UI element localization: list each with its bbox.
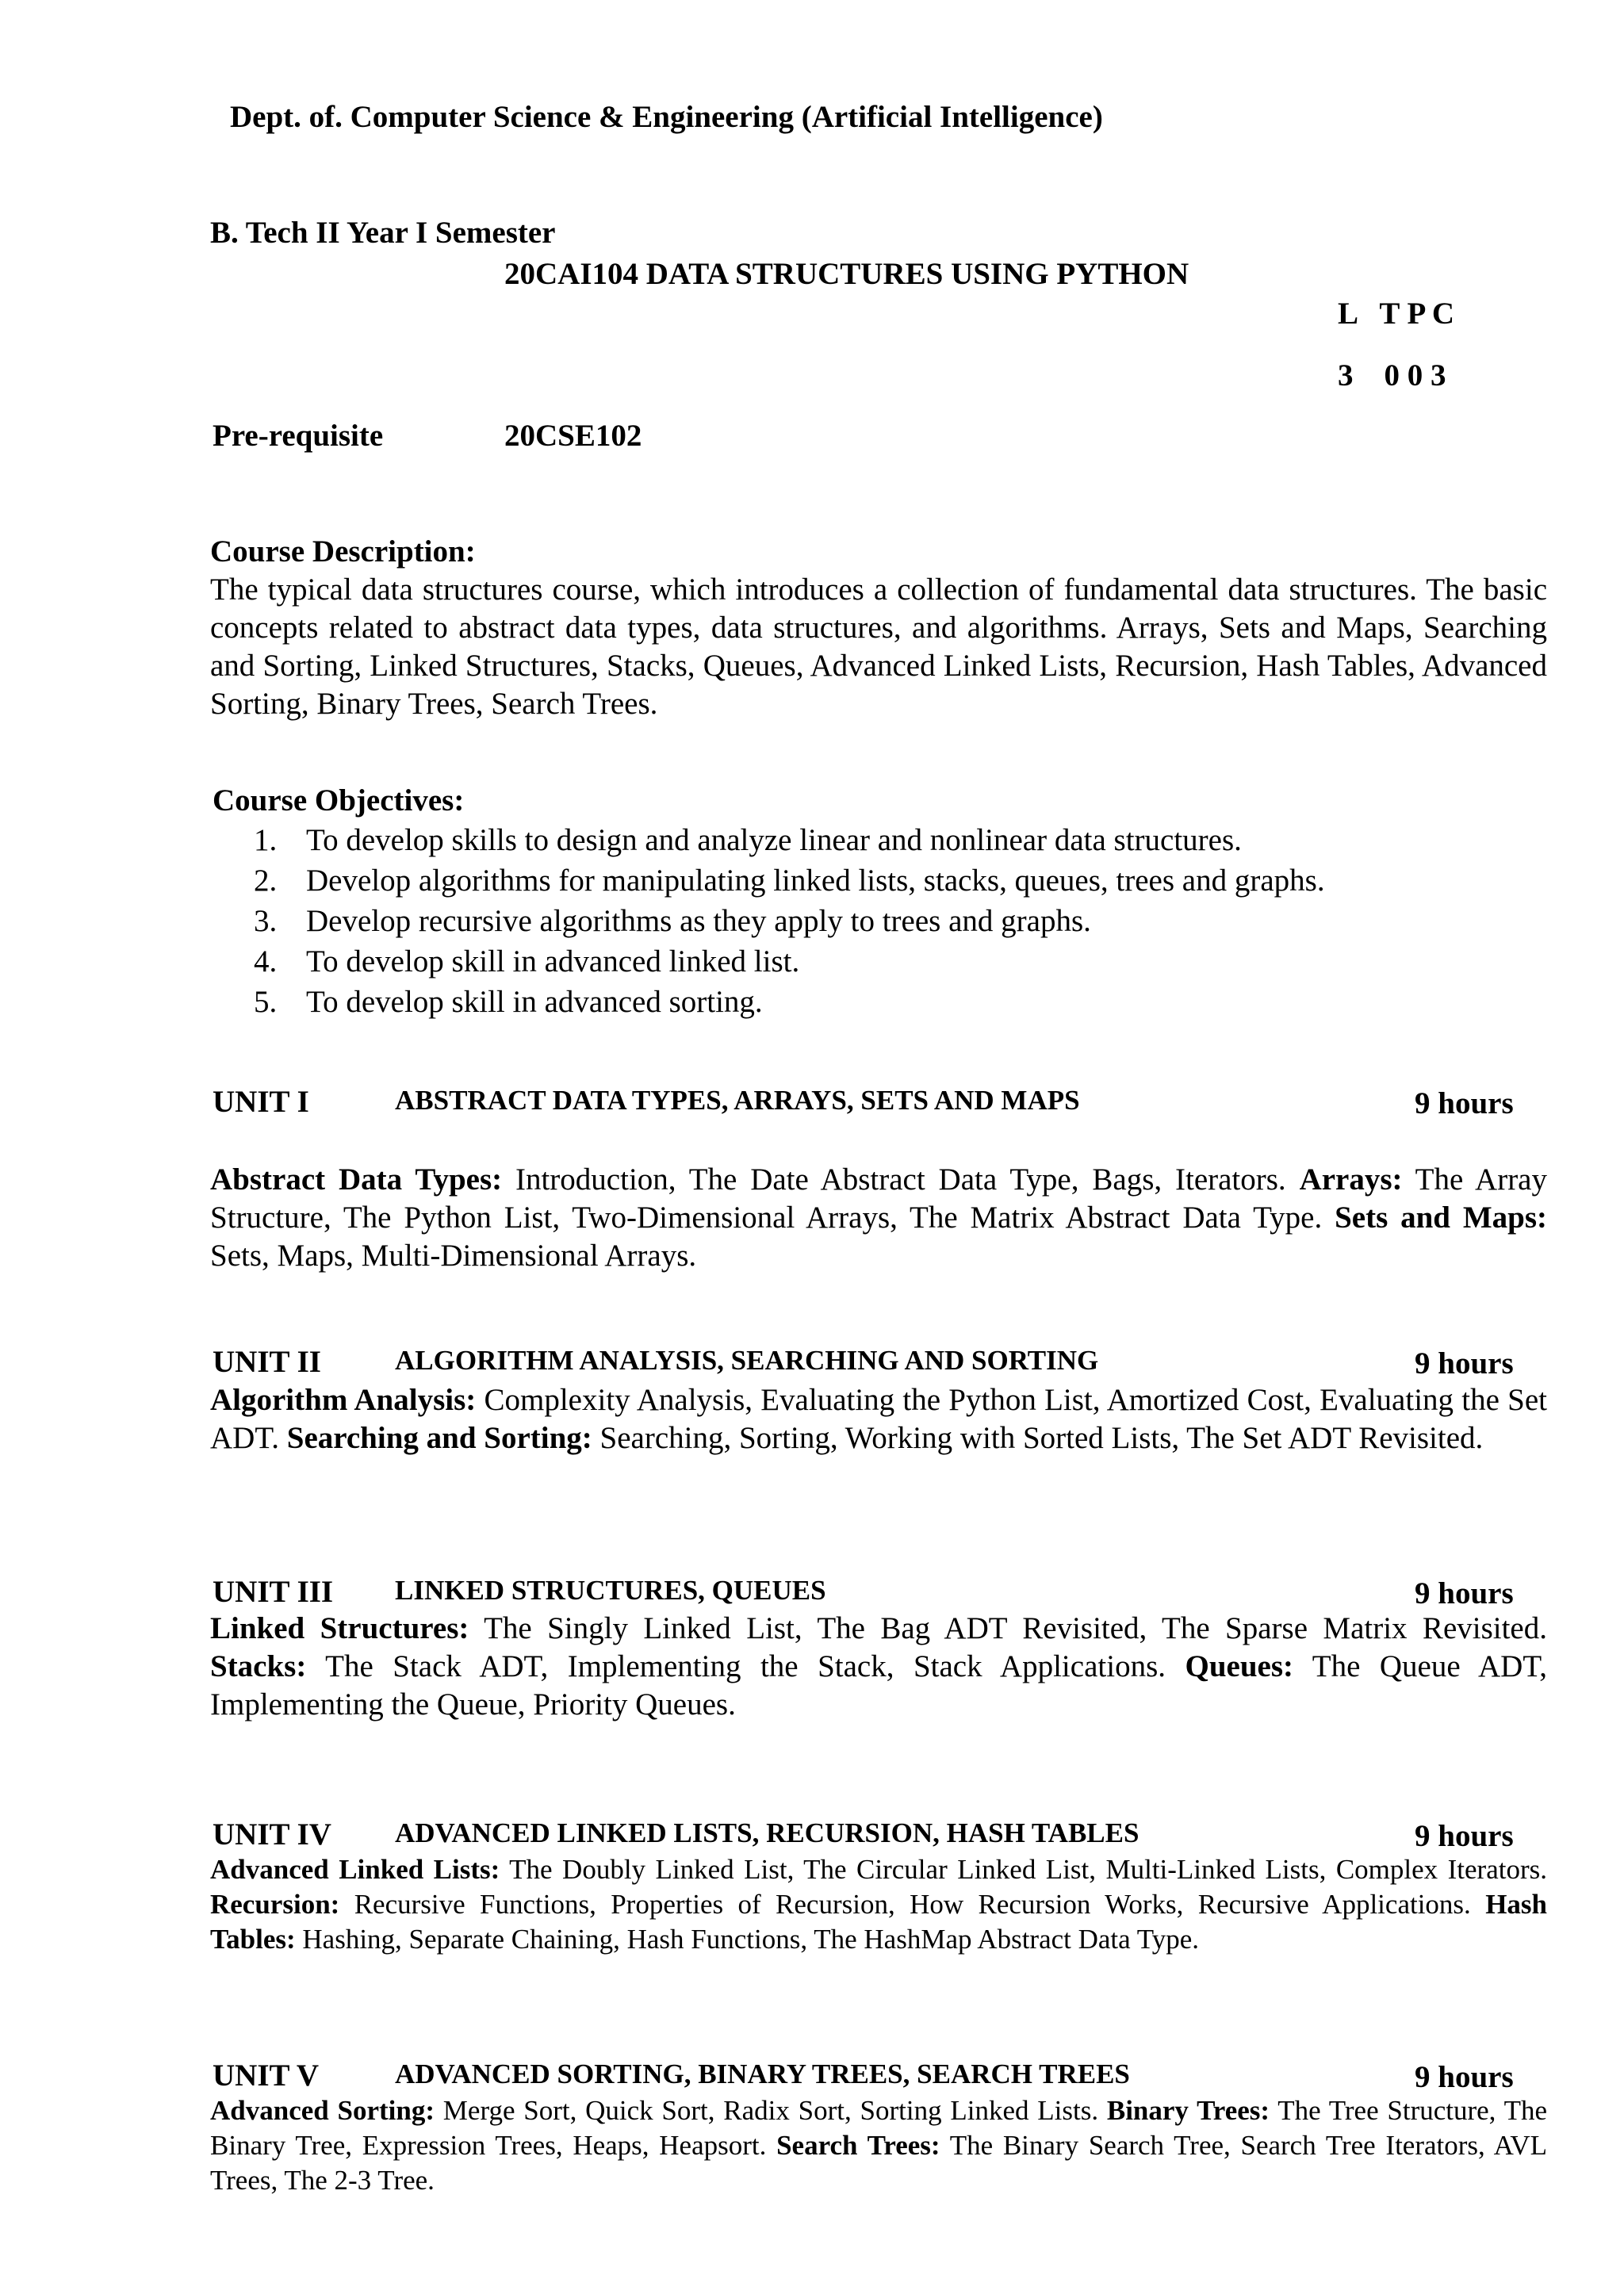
topic-text: The Queue ADT, Implementing the Queue, Priority Queues. [210,1649,1547,1721]
unit-label: UNIT II [213,1345,321,1379]
description-text: The typical data structures course, which introduces a collection of fundamental data structures. The basic concepts related to abstract data types, data structures, and algorithms. Arrays, Sets and Maps, Searching and Sorting, Linked Structures, Stacks, Queues, Advanced Linked Lists, Recursion, Hash Tables, Advanced Sorting, Binary Trees, Search Trees. [210,573,1547,721]
topic-heading: Advanced Sorting: [210,2095,435,2126]
topic-heading: Search Trees: [776,2130,940,2161]
topic-text: The Stack ADT, Implementing the Stack, Stack Applications. [306,1649,1185,1683]
topic-text: Merge Sort, Quick Sort, Radix Sort, Sorting Linked Lists. [435,2095,1107,2126]
objective-number: 1. [254,823,278,857]
objective-number: 2. [254,864,278,898]
topic-heading: Advanced Linked Lists: [210,1854,500,1885]
topic-heading: Queues: [1185,1649,1293,1683]
unit-hours: 9 hours [1415,1346,1514,1381]
objective-item [254,862,1325,900]
objective-text: To develop skill in advanced sorting. [306,985,763,1019]
objective-text: Develop recursive algorithms as they apply to trees and graphs. [306,904,1091,938]
objectives-heading: Course Objectives: [213,783,465,818]
unit-hours: 9 hours [1415,2060,1514,2094]
unit-label: UNIT III [213,1575,334,1609]
topic-text: Searching, Sorting, Working with Sorted Lists, The Set ADT Revisited. [592,1421,1484,1455]
prerequisite-value: 20CSE102 [504,419,642,453]
objective-item [254,943,799,981]
objective-number: 5. [254,985,278,1019]
unit-label: UNIT IV [213,1817,331,1852]
unit-hours: 9 hours [1415,1819,1514,1853]
topic-text: The Binary Search Tree, Search Tree Iterators, AVL Trees, The 2-3 Tree. [210,2130,1547,2196]
topic-text: The Singly Linked List, The Bag ADT Revisited, The Sparse Matrix Revisited. [469,1611,1547,1645]
topic-text: The Doubly Linked List, The Circular Linked List, Multi-Linked Lists, Complex Iterators. [500,1854,1547,1885]
unit-body [210,1161,1547,1275]
topic-heading: Binary Trees: [1106,2095,1270,2126]
prerequisite-label: Pre-requisite [213,419,384,453]
topic-text: Sets, Maps, Multi-Dimensional Arrays. [210,1239,697,1273]
topic-heading: Searching and Sorting: [286,1421,592,1455]
topic-text: The Tree Structure, The Binary Tree, Expression Trees, Heaps, Heapsort. [210,2095,1547,2161]
objective-item [254,821,1242,860]
unit-label: UNIT V [213,2058,320,2093]
topic-heading: Recursion: [210,1889,340,1920]
objective-text: Develop algorithms for manipulating linked lists, stacks, queues, trees and graphs. [306,864,1325,898]
topic-heading: Abstract Data Types: [210,1162,503,1197]
unit-title: ALGORITHM ANALYSIS, SEARCHING AND SORTING [395,1345,1099,1376]
unit-label: UNIT I [213,1085,309,1119]
topic-heading: Algorithm Analysis: [210,1383,477,1417]
objective-text: To develop skills to design and analyze linear and nonlinear data structures. [306,823,1242,857]
objective-item [254,902,1091,940]
topic-text: Introduction, The Date Abstract Data Type, Bags, Iterators. [502,1162,1300,1197]
ltpc-header: L T P C [1338,297,1455,331]
ltpc-values: 3 0 0 3 [1338,358,1446,393]
unit-title: ABSTRACT DATA TYPES, ARRAYS, SETS AND MAPS [395,1085,1080,1116]
unit-body [210,2093,1547,2198]
topic-text: Recursive Functions, Properties of Recursion, How Recursion Works, Recursive Applications. [339,1889,1486,1920]
course-title: 20CAI104 DATA STRUCTURES USING PYTHON [504,257,1189,291]
unit-body [210,1610,1547,1724]
objective-item [254,983,763,1021]
topic-text: Complexity Analysis, Evaluating the Python List, Amortized Cost, Evaluating the Set ADT. [210,1383,1547,1455]
topic-heading: Hash Tables: [210,1889,1547,1955]
semester-label: B. Tech II Year I Semester [210,216,556,250]
topic-heading: Stacks: [210,1649,307,1683]
unit-body [210,1852,1547,1957]
unit-title: ADVANCED SORTING, BINARY TREES, SEARCH TREES [395,2058,1130,2089]
objective-text: To develop skill in advanced linked list. [306,944,800,978]
unit-hours: 9 hours [1415,1576,1514,1610]
dept-header: Dept. of. Computer Science & Engineering (Artificial Intelligence) [230,100,1103,134]
unit-hours: 9 hours [1415,1086,1514,1120]
objective-number: 4. [254,944,278,978]
unit-title: ADVANCED LINKED LISTS, RECURSION, HASH TABLES [395,1817,1139,1848]
topic-heading: Arrays: [1299,1162,1403,1197]
unit-title: LINKED STRUCTURES, QUEUES [395,1575,826,1606]
description-heading: Course Description: [210,534,476,569]
topic-heading: Sets and Maps: [1335,1201,1547,1235]
objective-number: 3. [254,904,278,938]
unit-body [210,1381,1547,1457]
topic-heading: Linked Structures: [210,1611,469,1645]
topic-text: The Array Structure, The Python List, Two-Dimensional Arrays, The Matrix Abstract Data Type. [210,1162,1547,1235]
topic-text: Hashing, Separate Chaining, Hash Functions, The HashMap Abstract Data Type. [295,1924,1200,1955]
